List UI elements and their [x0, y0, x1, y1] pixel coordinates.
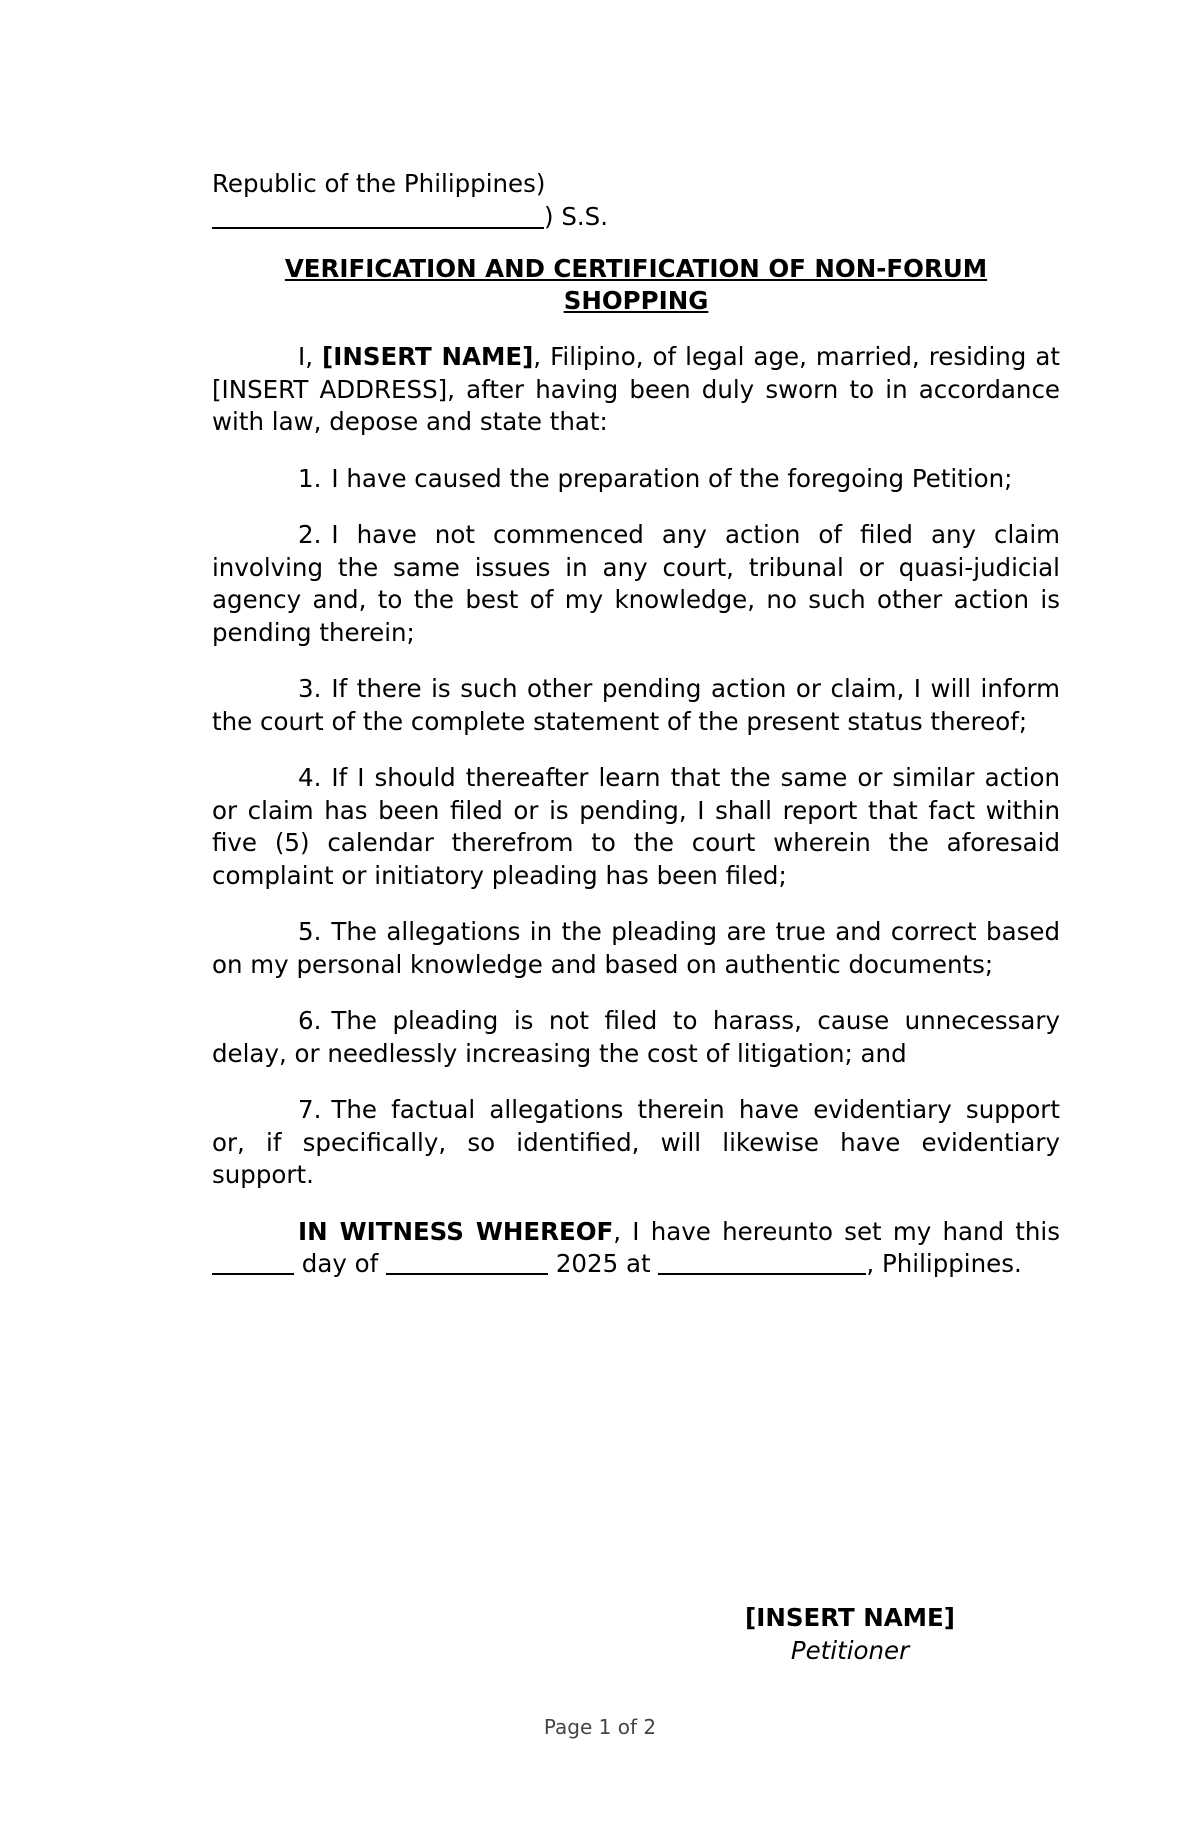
day-blank-field [212, 1249, 294, 1275]
witness-text-2: day of [294, 1249, 387, 1278]
item-number: 3. [298, 674, 322, 703]
document-body [212, 168, 1060, 1281]
list-item [212, 762, 1060, 892]
item-number: 4. [298, 763, 322, 792]
intro-rest: , Filipino, of legal age, married, residing at [INSERT ADDRESS], after having been duly sworn to in accordance with law, depose and state that: [212, 342, 1060, 436]
item-number: 5. [298, 917, 322, 946]
witness-text-4: , Philippines. [866, 1249, 1022, 1278]
item-number: 7. [298, 1095, 322, 1124]
item-text: The pleading is not filed to harass, cause unnecessary delay, or needlessly increasing the cost of litigation; and [212, 1006, 1060, 1068]
witness-text-1: , I have hereunto set my hand this [613, 1216, 1060, 1246]
intro-prefix: I, [298, 342, 323, 371]
list-item [212, 1094, 1060, 1192]
item-text: I have caused the preparation of the foregoing Petition; [331, 463, 1013, 493]
month-blank-field [386, 1249, 548, 1275]
list-item [212, 1005, 1060, 1070]
witness-text-3: 2025 at [548, 1249, 659, 1278]
witness-paragraph [212, 1216, 1060, 1281]
list-item [212, 916, 1060, 981]
venue-country-text: Republic of the Philippines) [212, 169, 546, 198]
item-text: The factual allegations therein have evidentiary support or, if specifically, so identified, will likewise have evidentiary support. [212, 1095, 1060, 1189]
item-text: If I should thereafter learn that the same or similar action or claim has been filed or is pending, I shall report that fact within five (5) calendar therefrom to the court wherein the aforesaid complaint or initiatory pleading has been filed; [212, 763, 1060, 890]
list-item [212, 673, 1060, 738]
item-number: 1. [298, 463, 322, 493]
item-text: If there is such other pending action or claim, I will inform the court of the complete statement of the present status thereof; [212, 674, 1060, 736]
list-item [212, 519, 1060, 649]
venue-blank-field [212, 201, 544, 229]
signatory-role: Petitioner [790, 1635, 910, 1665]
item-text: I have not commenced any action of filed any claim involving the same issues in any court, tribunal or quasi-judicial agency and, to the best of my knowledge, no such other action is pending therein; [212, 520, 1060, 647]
place-blank-field [658, 1249, 866, 1275]
list-item [212, 463, 1060, 496]
page-number: Page 1 of 2 [543, 1715, 657, 1739]
item-text: The allegations in the pleading are true and correct based on my personal knowledge and based on authentic documents; [212, 917, 1060, 979]
item-number: 6. [298, 1006, 322, 1035]
venue-country-line [212, 168, 1060, 201]
intro-paragraph [212, 341, 1060, 439]
witness-heading: IN WITNESS WHEREOF [298, 1216, 614, 1246]
venue-ss-line [212, 201, 1060, 234]
signature-block [700, 1602, 1000, 1667]
affiant-name: [INSERT NAME] [322, 342, 534, 371]
document-title: VERIFICATION AND CERTIFICATION OF NON-FORUM SHOPPING [284, 254, 988, 315]
venue-ss-text: ) S.S. [544, 201, 609, 231]
signatory-name: [INSERT NAME] [745, 1603, 955, 1632]
item-number: 2. [298, 520, 322, 549]
